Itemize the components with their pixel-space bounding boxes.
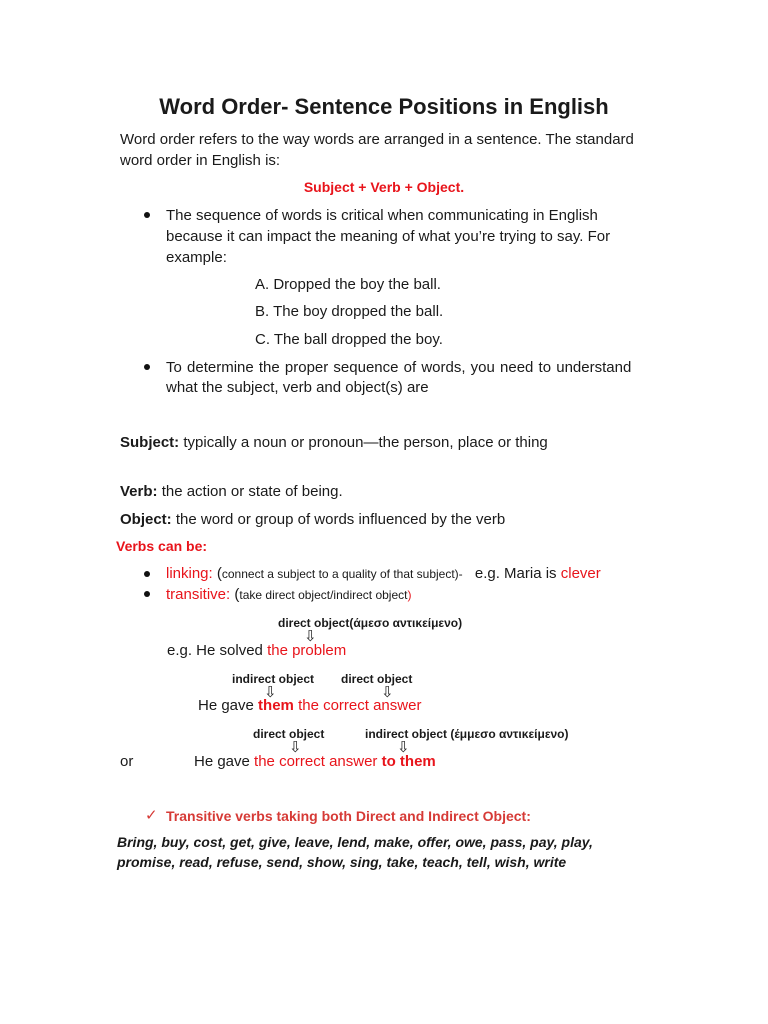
example3-sentence	[194, 751, 436, 772]
linking-example: e.g. Maria is	[474, 565, 557, 582]
object-definition	[120, 509, 505, 530]
bullet-icon	[144, 591, 150, 597]
object-text: the word or group of words influenced by the verb	[175, 511, 506, 528]
bullet2-line-1: To determine the proper sequence of words, you need to understand	[166, 359, 632, 376]
page-title: Word Order- Sentence Positions in English	[159, 94, 609, 119]
bullet1-line-3: example:	[166, 249, 227, 266]
intro-line-2: word order in English is:	[120, 152, 281, 169]
example-a: A. Dropped the boy the ball.	[255, 276, 441, 293]
down-arrow-icon: ⇩	[304, 628, 317, 645]
linking-description: connect a subject to a quality of that subject)-	[221, 567, 463, 581]
transitive-line	[166, 584, 411, 606]
down-arrow-icon: ⇩	[397, 739, 410, 756]
linking-line	[166, 563, 601, 585]
transitive-close-paren: )	[407, 588, 412, 602]
subject-definition	[120, 432, 548, 453]
example2-prefix: He gave	[198, 697, 254, 714]
transitive-description: take direct object/indirect object	[239, 588, 408, 602]
example3-to-them: to them	[381, 753, 436, 770]
intro-line-1: Word order refers to the way words are arranged in a sentence. The standard	[120, 131, 634, 148]
example1-prefix: e.g. He solved	[167, 642, 263, 659]
transitive-open-paren: (	[234, 586, 240, 603]
example-c: C. The ball dropped the boy.	[255, 331, 443, 348]
verb-list-line-2: promise, read, refuse, send, show, sing, take, teach, tell, wish, write	[117, 854, 567, 870]
direct-object-label: direct object	[341, 672, 413, 686]
object-term: Object:	[120, 511, 172, 528]
example2-sentence	[198, 695, 421, 716]
direct-object-label: direct object	[253, 727, 325, 741]
down-arrow-icon: ⇩	[264, 684, 277, 701]
linking-open-paren: (	[216, 565, 222, 582]
bullet-icon	[144, 212, 150, 218]
or-label: or	[120, 753, 134, 770]
example-b: B. The boy dropped the ball.	[255, 303, 444, 320]
example2-rest: the correct answer	[298, 697, 422, 714]
subject-text: typically a noun or pronoun—the person, place or thing	[183, 434, 548, 451]
bullet-icon	[144, 364, 150, 370]
example2-them: them	[258, 697, 294, 714]
verb-term: Verb:	[120, 483, 158, 500]
verb-list-line-1: Bring, buy, cost, get, give, leave, lend, make, offer, owe, pass, pay, play,	[117, 834, 593, 850]
checkmark-icon: ✓	[145, 807, 158, 824]
example3-highlight: the correct answer	[254, 753, 378, 770]
example1-sentence	[167, 640, 346, 661]
transitive-verbs-heading: Transitive verbs taking both Direct and Indirect Object:	[166, 808, 531, 824]
bullet-icon	[144, 571, 150, 577]
direct-object-label: direct object(άμεσο αντικείμενο)	[278, 616, 463, 630]
indirect-object-label: indirect object	[232, 672, 315, 686]
verb-definition	[120, 481, 343, 502]
verb-text: the action or state of being.	[161, 483, 343, 500]
subject-term: Subject:	[120, 434, 180, 451]
bullet2-line-2: what the subject, verb and object(s) are	[166, 379, 429, 396]
down-arrow-icon: ⇩	[289, 739, 302, 756]
transitive-term: transitive:	[166, 586, 231, 603]
example3-prefix: He gave	[194, 753, 250, 770]
word-order-formula: Subject + Verb + Object.	[303, 179, 465, 195]
down-arrow-icon: ⇩	[381, 684, 394, 701]
example1-highlight: the problem	[267, 642, 347, 659]
linking-highlight: clever	[560, 565, 601, 582]
bullet1-line-2: because it can impact the meaning of what you’re trying to say. For	[166, 228, 611, 245]
indirect-object-label: indirect object (έμμεσο αντικείμενο)	[365, 727, 569, 741]
linking-term: linking:	[166, 565, 213, 582]
bullet1-line-1: The sequence of words is critical when communicating in English	[166, 207, 598, 224]
verbs-heading: Verbs can be:	[116, 538, 208, 554]
